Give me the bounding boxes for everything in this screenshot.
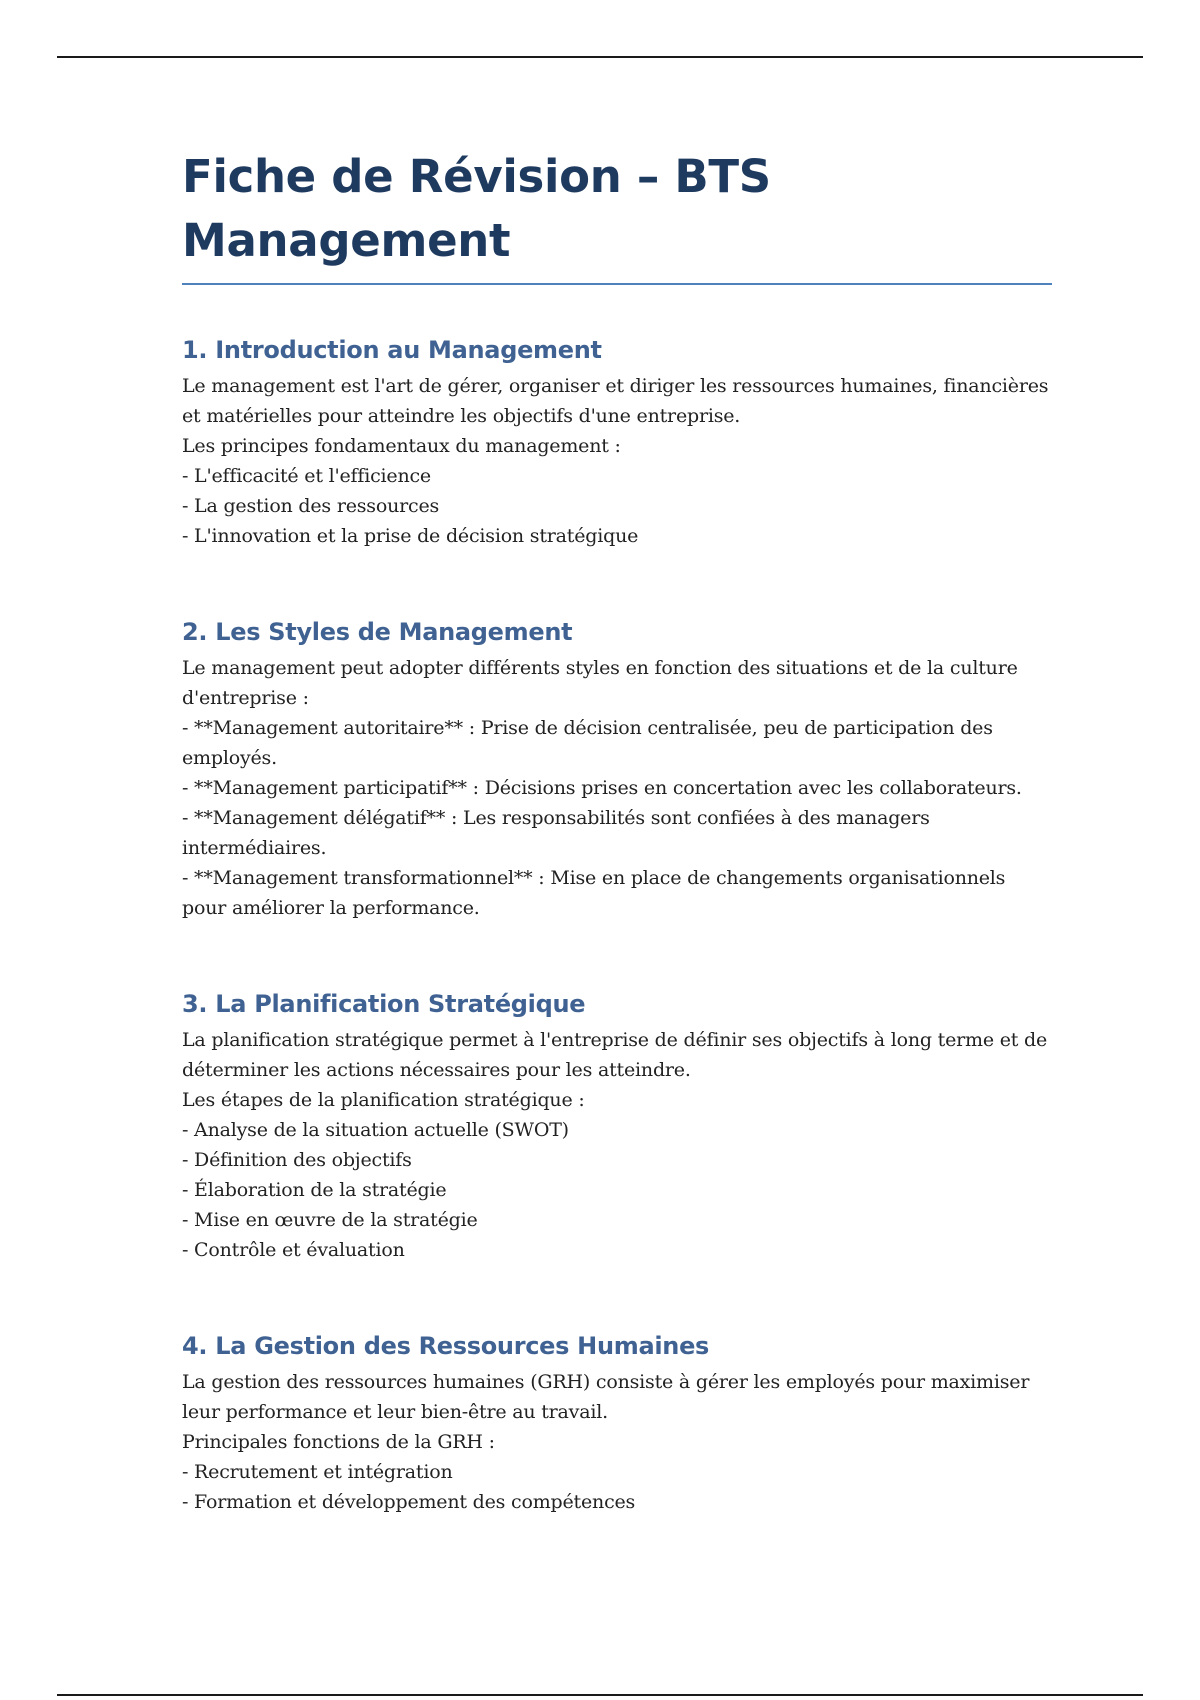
page-bottom-rule	[57, 1694, 1143, 1696]
list-item: - Élaboration de la stratégie	[182, 1179, 447, 1201]
section-paragraph: Le management peut adopter différents styles en fonction des situations et de la culture d'entreprise :	[182, 657, 1018, 709]
section-paragraph: La planification stratégique permet à l'entreprise de définir ses objectifs à long terme et de déterminer les actions nécessaires pour les atteindre.	[182, 1029, 1048, 1081]
list-item: - Recrutement et intégration	[182, 1461, 453, 1483]
section-heading: 2. Les Styles de Management	[182, 618, 573, 646]
list-item: - **Management transformationnel** : Mise en place de changements organisationnels pour améliorer la performance.	[182, 867, 1006, 919]
list-item: - Mise en œuvre de la stratégie	[182, 1209, 478, 1231]
section-introduction	[182, 335, 1052, 551]
document-body	[182, 145, 1052, 1517]
section-paragraph: Le management est l'art de gérer, organiser et diriger les ressources humaines, financières et matérielles pour atteindre les objectifs d'une entreprise.	[182, 375, 1049, 427]
list-item: - **Management autoritaire** : Prise de décision centralisée, peu de participation des employés.	[182, 717, 993, 769]
section-styles	[182, 617, 1052, 923]
section-heading: 3. La Planification Stratégique	[182, 990, 586, 1018]
list-item: - Formation et développement des compétences	[182, 1491, 636, 1513]
section-heading: 1. Introduction au Management	[182, 336, 602, 364]
list-item: - La gestion des ressources	[182, 495, 440, 517]
page-title: Fiche de Révision – BTS Management	[182, 145, 1052, 285]
section-paragraph: Les étapes de la planification stratégique :	[182, 1089, 585, 1111]
list-item: - L'innovation et la prise de décision stratégique	[182, 525, 639, 547]
list-item: - **Management participatif** : Décisions prises en concertation avec les collaborateurs.	[182, 777, 1022, 799]
list-item: - **Management délégatif** : Les responsabilités sont confiées à des managers intermédiaires.	[182, 807, 930, 859]
list-item: - Analyse de la situation actuelle (SWOT)	[182, 1119, 569, 1141]
section-paragraph: Principales fonctions de la GRH :	[182, 1431, 495, 1453]
section-grh	[182, 1331, 1052, 1517]
section-heading: 4. La Gestion des Ressources Humaines	[182, 1332, 710, 1360]
page-top-rule	[57, 56, 1143, 58]
list-item: - L'efficacité et l'efficience	[182, 465, 431, 487]
list-item: - Définition des objectifs	[182, 1149, 412, 1171]
section-paragraph: Les principes fondamentaux du management :	[182, 435, 621, 457]
section-planification	[182, 989, 1052, 1265]
section-paragraph: La gestion des ressources humaines (GRH) consiste à gérer les employés pour maximiser leur performance et leur bien-être au travail.	[182, 1371, 1030, 1423]
list-item: - Contrôle et évaluation	[182, 1239, 405, 1261]
